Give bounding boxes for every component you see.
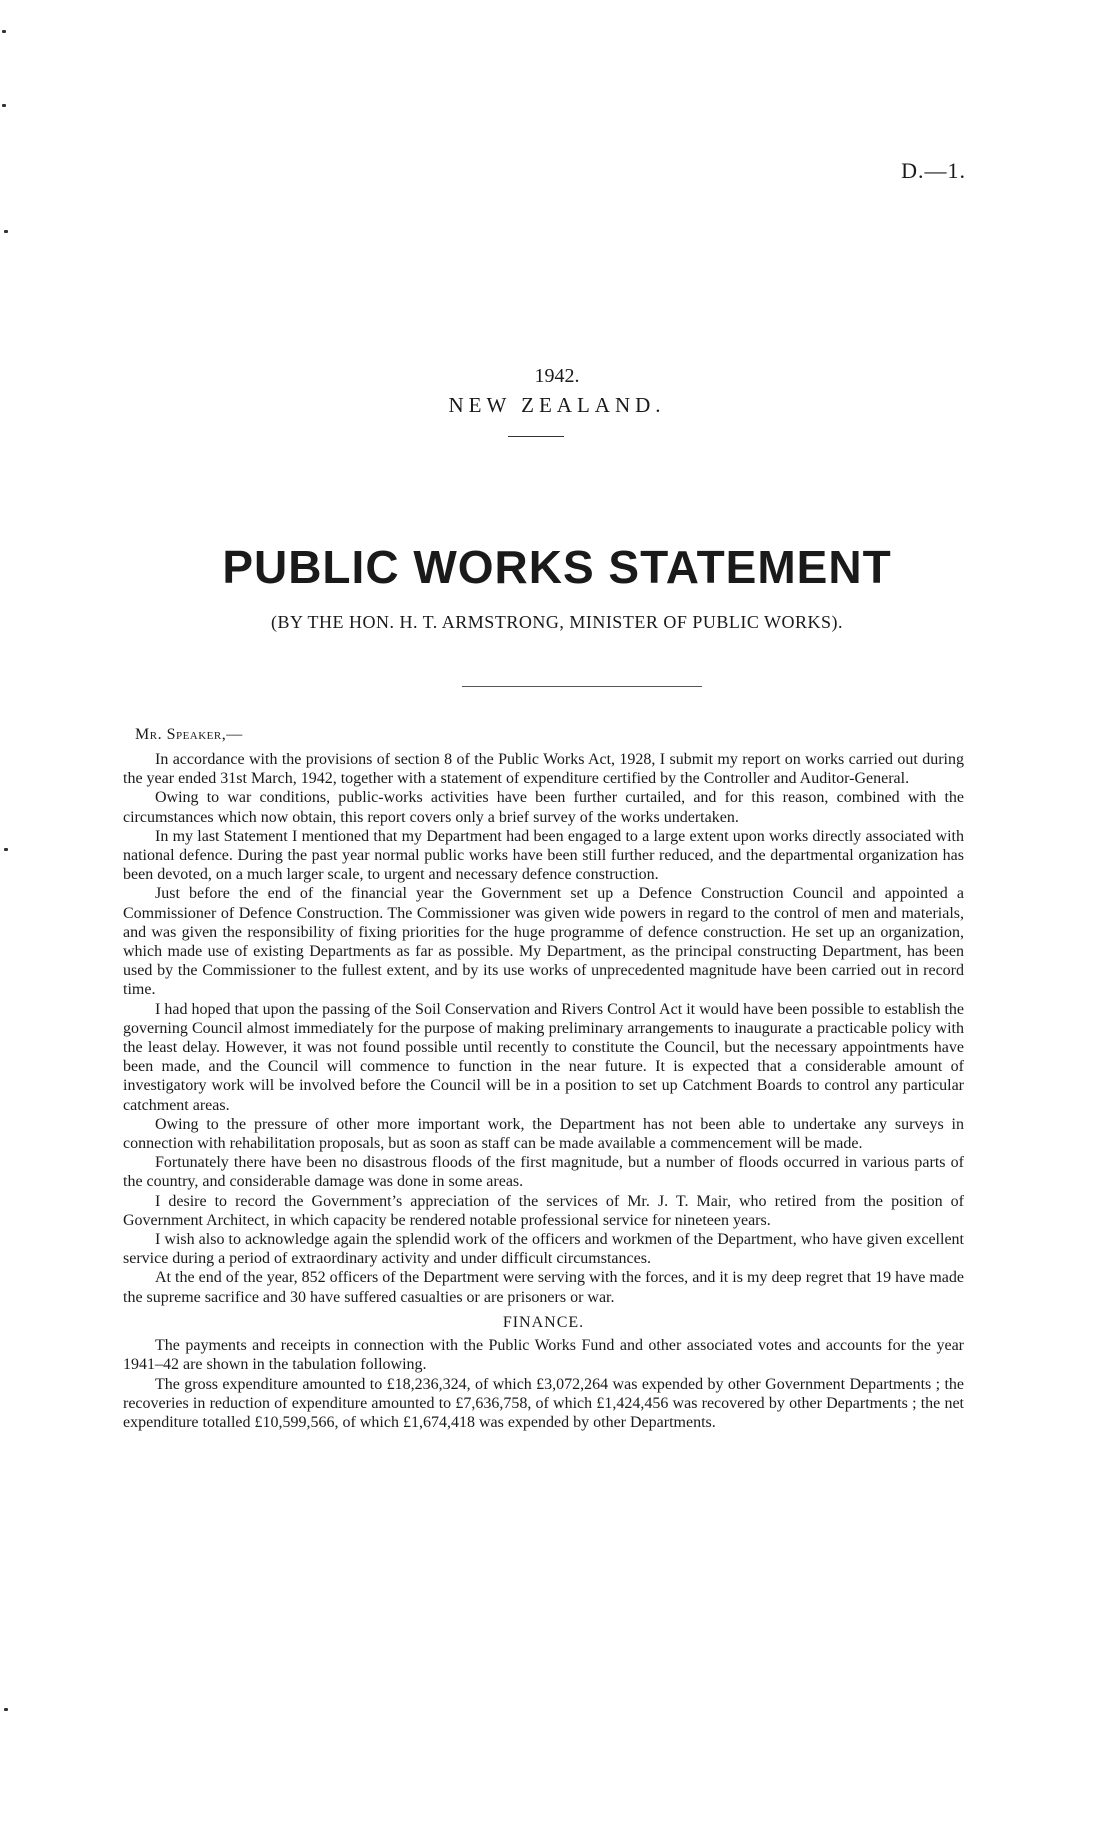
page-title: PUBLIC WORKS STATEMENT bbox=[222, 541, 892, 593]
paragraph: In my last Statement I mentioned that my Department had been engaged to a large extent upon works directly associated with national defence. During the past year normal public works have been still further reduced, and the departmental organization has been devoted, on a much larger scale, to urgent and necessary defence construction. bbox=[123, 827, 964, 884]
paragraph: In accordance with the provisions of section 8 of the Public Works Act, 1928, I submit my report on works carried out during the year ended 31st March, 1942, together with a statement of expenditure certified by the Controller and Auditor-General. bbox=[123, 751, 964, 788]
page-subtitle: (BY THE HON. H. T. ARMSTRONG, MINISTER OF PUBLIC WORKS). bbox=[270, 612, 844, 632]
margin-mark bbox=[4, 848, 8, 851]
paragraph: The payments and receipts in connection with the Public Works Fund and other associated votes and accounts for the year 1941–42 are shown in the tabulation following. bbox=[123, 1337, 964, 1374]
divider bbox=[462, 686, 702, 687]
document-reference: D.—1. bbox=[901, 158, 966, 183]
paragraph: Fortunately there have been no disastrous floods of the first magnitude, but a number of floods occurred in various parts of the country, and considerable damage was done in some areas. bbox=[123, 1154, 964, 1191]
paragraph: Owing to the pressure of other more important work, the Department has not been able to undertake any surveys in connection with rehabilitation proposals, but as soon as staff can be made available a commencement will be made. bbox=[123, 1115, 964, 1153]
document-year: 1942. bbox=[534, 365, 580, 387]
margin-mark bbox=[4, 230, 8, 233]
margin-mark bbox=[4, 1708, 8, 1711]
statement-body bbox=[123, 750, 964, 1432]
section-heading-finance: FINANCE. bbox=[502, 1313, 585, 1331]
paragraph: I wish also to acknowledge again the splendid work of the officers and workmen of the Department, who have given excellent service during a period of extraordinary activity and under difficult circumstances. bbox=[123, 1231, 964, 1268]
paragraph: I had hoped that upon the passing of the Soil Conservation and Rivers Control Act it would have been possible to establish the governing Council almost immediately for the purpose of making preliminary arrangements to inaugurate a practicable policy with the least delay. However, it was not found possible until recently to constitute the Council, but the necessary appointments have been made, and the Council will commence to function in the near future. It is expected that a considerable amount of investigatory work will be involved before the Council will be in a position to set up Catchment Boards to control any particular catchment areas. bbox=[123, 1000, 964, 1114]
margin-mark bbox=[2, 30, 6, 33]
salutation: Mr. Speaker,— bbox=[135, 726, 243, 743]
paragraph: The gross expenditure amounted to £18,236,324, of which £3,072,264 was expended by other Government Departments ; the recoveries in reduction of expenditure amounted to £7,636,758, of which £1,424,456 was recovered by other Departments ; the net expenditure totalled £10,599,566, of which £1,674,418 was expended by other Departments. bbox=[123, 1375, 964, 1431]
divider bbox=[508, 436, 564, 437]
margin-mark bbox=[2, 104, 6, 107]
paragraph: I desire to record the Government’s appreciation of the services of Mr. J. T. Mair, who retired from the position of Government Architect, in which capacity be rendered notable professional service for nineteen years. bbox=[123, 1192, 964, 1229]
country-heading: NEW ZEALAND. bbox=[448, 393, 666, 417]
paragraph: At the end of the year, 852 officers of the Department were serving with the forces, and it is my deep regret that 19 have made the supreme sacrifice and 30 have suffered casualties or are prisoners or war. bbox=[123, 1269, 964, 1306]
paragraph: Just before the end of the financial year the Government set up a Defence Construction Council and appointed a Commissioner of Defence Construction. The Commissioner was given wide powers in regard to the control of men and materials, and was given the responsibility of fixing priorities for the huge programme of defence construction. He set up an organization, which made use of existing Departments as far as possible. My Department, as the principal constructing Department, has been used by the Commissioner to the fullest extent, and by its use works of unprecedented magnitude have been carried out in record time. bbox=[123, 885, 964, 999]
paragraph: Owing to war conditions, public-works activities have been further curtailed, and for this reason, combined with the circumstances which now obtain, this report covers only a brief survey of the works undertaken. bbox=[123, 789, 964, 826]
